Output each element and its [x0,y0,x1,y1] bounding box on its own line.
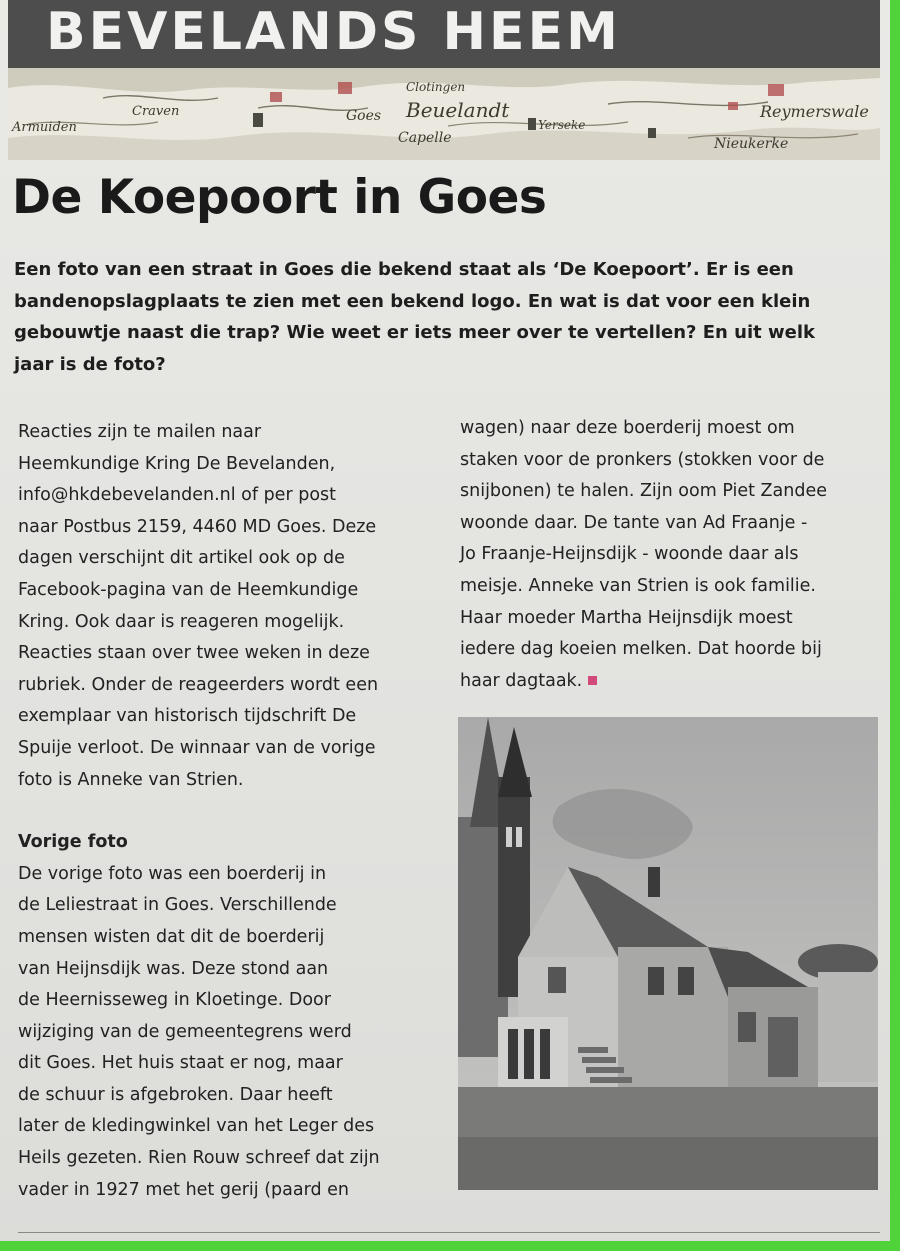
body-line: van Heijnsdijk was. Deze stond aan [18,958,329,979]
body-line-last [460,666,885,698]
map-label-armuiden: Armuiden [12,120,77,135]
body-line: foto is Anneke van Strien. [18,769,244,790]
body-line: iedere dag koeien melken. Dat hoorde bij [460,639,822,660]
body-line: later de kledingwinkel van het Leger des [18,1116,375,1137]
body-line: de Leliestraat in Goes. Verschillende [18,895,337,916]
body-line: Spuije verloot. De winnaar van de vorige [18,737,376,758]
article-headline: De Koepoort in Goes [12,170,547,225]
intro-line: bandenopslagplaats te zien met een bekend logo. En wat is dat voor een klein [14,290,811,312]
article-column-left [18,417,438,1206]
street-scene-illustration [458,717,878,1190]
article-column-right [460,413,885,697]
intro-line: jaar is de foto? [14,353,166,375]
body-line: Heils gezeten. Rien Rouw schreef dat zijn [18,1148,380,1169]
body-line: Kring. Ook daar is reageren mogelijk. [18,611,345,632]
body-line: de schuur is afgebroken. Daar heeft [18,1084,333,1105]
map-label-capelle: Capelle [398,130,452,146]
body-line: mensen wisten dat dit de boerderij [18,926,325,947]
masthead [8,0,880,68]
body-line: exemplaar van historisch tijdschrift De [18,706,357,727]
body-line: De vorige foto was een boerderij in [18,863,327,884]
body-line: staken voor de pronkers (stokken voor de [460,449,825,470]
body-line: Heemkundige Kring De Bevelanden, [18,453,336,474]
body-line: wagen) naar deze boerderij moest om [460,418,795,438]
map-label-nieukerke: Nieukerke [714,136,789,152]
end-of-article-mark [588,676,597,685]
intro-line: gebouwtje naast die trap? Wie weet er iets meer over te vertellen? En uit welk [14,322,815,343]
body-line: dit Goes. Het huis staat er nog, maar [18,1053,343,1074]
bottom-rule [18,1232,880,1233]
body-line: naar Postbus 2159, 4460 MD Goes. Deze [18,516,377,537]
body-line: Reacties staan over twee weken in deze [18,643,370,664]
map-label-clotingen: Clotingen [406,80,466,94]
body-line: Facebook-pagina van de Heemkundige [18,579,359,600]
subheading-vorige-foto: Vorige foto [18,832,128,853]
body-line: vader in 1927 met het gerij (paard en [18,1179,350,1200]
intro-line: Een foto van een straat in Goes die bekend staat als ‘De Koepoort’. Er is een [14,259,794,280]
map-label-beuelandt: Beuelandt [406,98,510,122]
map-label-goes: Goes [346,108,382,124]
last-line-text: haar dagtaak. [460,670,583,691]
body-line: Jo Fraanje-Heijnsdijk - woonde daar als [460,544,799,565]
body-line: Reacties zijn te mailen naar [18,422,262,442]
background-edge-bottom [0,1241,900,1251]
body-line: meisje. Anneke van Strien is ook familie. [460,575,816,596]
body-line: de Heernisseweg in Kloetinge. Door [18,990,331,1011]
body-line: rubriek. Onder de reageerders wordt een [18,674,379,695]
body-line: woonde daar. De tante van Ad Fraanje - [460,512,808,533]
article-intro [14,254,864,380]
body-line: snijbonen) te halen. Zijn oom Piet Zandee [460,481,827,502]
map-label-yerseke: Yerseke [538,118,586,132]
map-label-reymerswale: Reymerswale [760,102,869,121]
body-line: Haar moeder Martha Heijnsdijk moest [460,607,793,628]
body-line: dagen verschijnt dit artikel ook op de [18,548,345,569]
masthead-title: BEVELANDS HEEM [46,2,621,62]
historic-photo-koepoort [458,717,878,1190]
body-line: wijziging van de gemeentegrens werd [18,1021,352,1042]
map-label-craven: Craven [132,104,180,119]
body-line: info@hkdebevelanden.nl of per post [18,485,336,506]
historic-map-banner [8,68,880,160]
background-edge-right [890,0,900,1251]
